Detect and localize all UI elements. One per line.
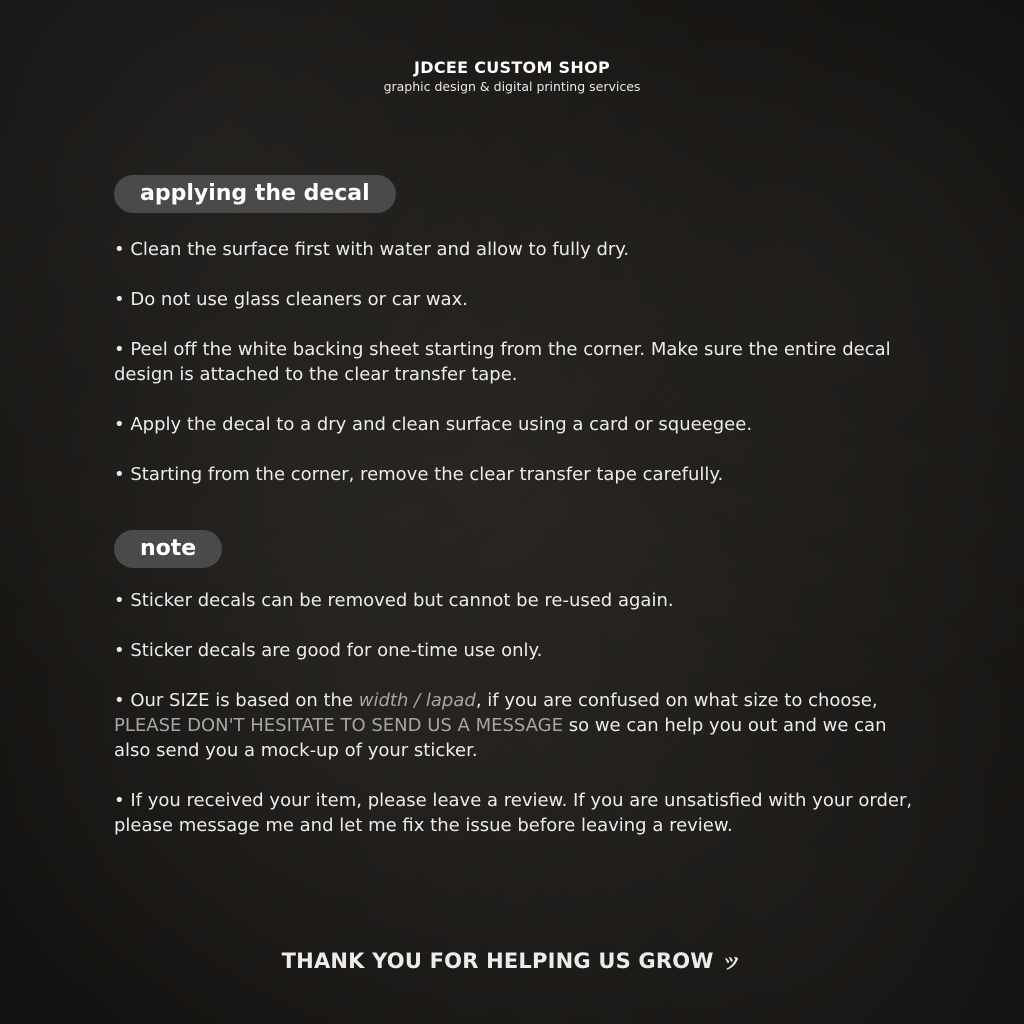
applying-item: • Do not use glass cleaners or car wax. <box>114 289 468 310</box>
note-section <box>114 530 914 838</box>
note-item-size <box>114 688 914 763</box>
note-title-pill: note <box>114 530 222 568</box>
shop-name: JDCEE CUSTOM SHOP <box>413 58 610 77</box>
note-item: • Sticker decals can be removed but cannot be re-used again. <box>114 590 674 611</box>
applying-item: • Clean the surface first with water and allow to fully dry. <box>114 239 630 260</box>
applying-title-pill: applying the decal <box>114 175 396 213</box>
note-item: • Sticker decals are good for one-time use only. <box>114 640 543 661</box>
note-item-review: • If you received your item, please leave a review. If you are unsatisfied with your order, please message me and let me fix the issue before leaving a review. <box>114 790 913 836</box>
size-text-2: , if you are confused on what size to choose, <box>475 690 878 711</box>
note-list <box>114 588 914 838</box>
thank-you-footer: THANK YOU FOR HELPING US GROW ッ <box>281 949 743 973</box>
applying-list <box>114 237 914 487</box>
shop-tagline: graphic design & digital printing services <box>383 79 641 94</box>
size-emphasis: width / lapad <box>358 690 476 711</box>
shop-header <box>0 58 1024 96</box>
size-text-3: so we can help you out and we can also send you a mock-up of your sticker. <box>114 715 887 761</box>
size-text-1: • Our SIZE is based on the <box>114 690 359 711</box>
applying-section <box>114 175 914 487</box>
size-highlight: PLEASE DON'T HESITATE TO SEND US A MESSAGE <box>114 715 563 736</box>
applying-item: • Peel off the white backing sheet starting from the corner. Make sure the entire decal design is attached to the clear transfer tape. <box>114 339 891 385</box>
applying-item: • Starting from the corner, remove the clear transfer tape carefully. <box>114 464 724 485</box>
applying-item: • Apply the decal to a dry and clean surface using a card or squeegee. <box>114 414 753 435</box>
